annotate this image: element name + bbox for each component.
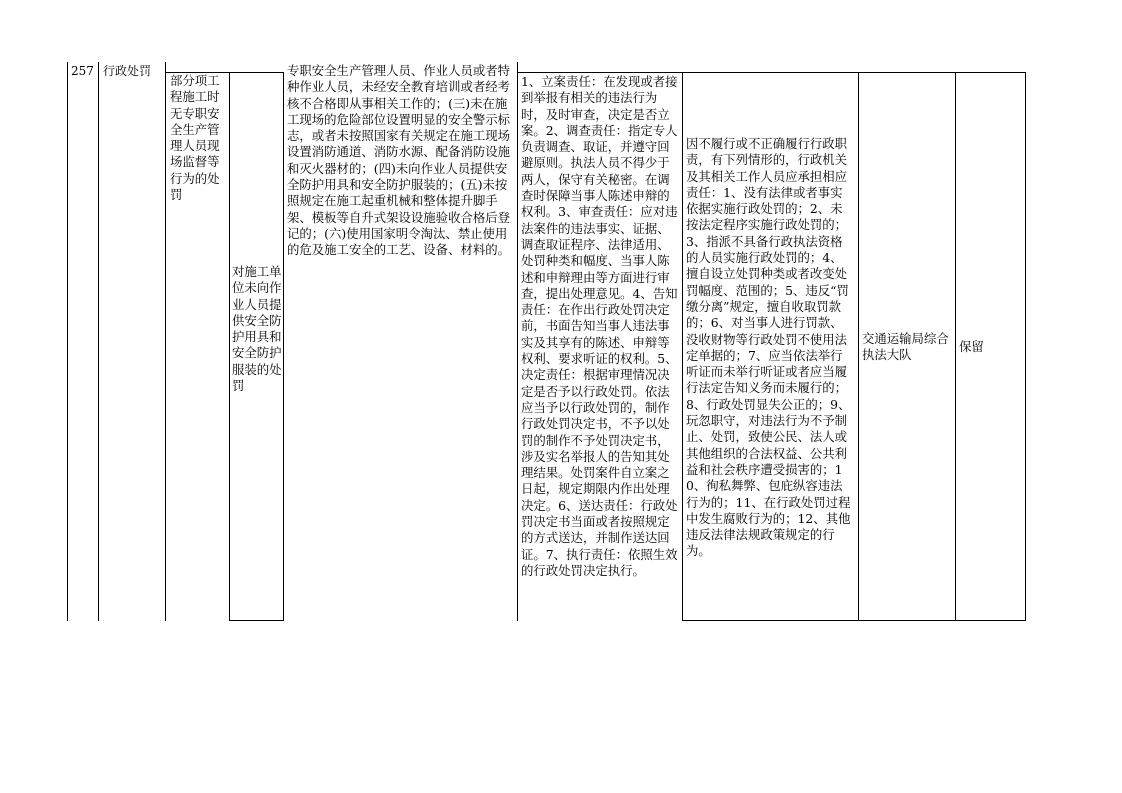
column-divider (283, 72, 284, 621)
column-divider (98, 62, 99, 621)
item-name: 部分项工程施工时无专职安全生产管理人员现场监督等行为的处罚 (170, 73, 220, 203)
row-number: 257 (71, 64, 94, 78)
row-divider (517, 72, 1026, 73)
table-border (1025, 72, 1026, 621)
row-divider (229, 620, 284, 621)
responsibility-items: 1、立案责任：在发现或者接到举报有相关的违法行为时，及时审查，决定是否立案。2、调查责任：指定专人负责调查、取证，并遵守回避原则。执法人员不得少于两人，保守有关秘密。在调查时保障当事人陈述申辩的权利。3、审查责任：应对违法案件的违法事实、证据、调查取证程序、法律适用、处罚种类和幅度、当事人陈述和申辩理由等方面进行审查，提出处理意见。4、告知责任：在作出行政处罚决定前，书面告知当事人违法事实及其享有的陈述、申辩等权利、要求听证的权利。5、决定责任：根据审理情况决定是否予以行政处罚。依法应当予以行政处罚的，制作行政处罚决定书，不予以处罚的制作不予处罚决定书，涉及实名举报人的告知其处理结果。处罚案件自立案之日起，规定期限内作出处理决定。6、送达责任：行政处罚决定书当面或者按照规定的方式送达，并制作送达回证。7、执行责任：依照生效的行政处罚决定执行。 (521, 74, 678, 578)
column-divider (682, 72, 683, 621)
legal-basis: 专职安全生产管理人员、作业人员或者特种作业人员，未经安全教育培训或者经考核不合格即从事相关工作的；(三)未在施工现场的危险部位设置明显的安全警示标志，或者未按照国家有关规定在施工现场设置消防通道、消防水源、配备消防设施和灭火器材的；(四)未向作业人员提供安全防护用具和安全防护服装的；(五)未按照规定在施工起重机械和整体提升脚手架、模板等自升式架设设施验收合格后登记的；(六)使用国家明令淘汰、禁止使用的危及施工安全的工艺、设备、材料的。 (287, 63, 511, 258)
column-divider (858, 72, 859, 621)
remark: 保留 (959, 339, 984, 354)
column-divider (955, 72, 956, 621)
power-category: 行政处罚 (103, 64, 152, 78)
sub-item-name: 对施工单位未向作业人员提供安全防护用具和安全防护服装的处罚 (232, 264, 282, 394)
implementing-unit: 交通运输局综合执法大队 (862, 331, 949, 363)
accountability-cases: 因不履行或不正确履行行政职责，有下列情形的，行政机关及其相关工作人员应承担相应责任：1、没有法律或者事实依据实施行政处罚的；2、未按法定程序实施行政处罚的；3、指派不具备行政执法资格的人员实施行政处罚的；4、擅自设立处罚种类或者改变处罚幅度、范围的；5、违反“罚缴分离”规定，擅自收取罚款的；6、对当事人进行罚款、没收财物等行政处罚不使用法定单据的；7、应当依法举行听证而未举行听证或者应当履行法定告知义务而未履行的；8、行政处罚显失公正的；9、玩忽职守，对违法行为不予制止、处罚，致使公民、法人或其他组织的合法权益、公共利益和社会秩序遭受损害的；10、徇私舞弊、包庇纵容违法行为的；11、在行政处罚过程中发生腐败行为的；12、其他违反法律法规政策规定的行为。 (686, 136, 851, 559)
column-divider (517, 62, 518, 621)
table-border (67, 62, 68, 621)
column-divider (165, 62, 166, 621)
column-divider (229, 72, 230, 621)
row-divider (682, 620, 1026, 621)
